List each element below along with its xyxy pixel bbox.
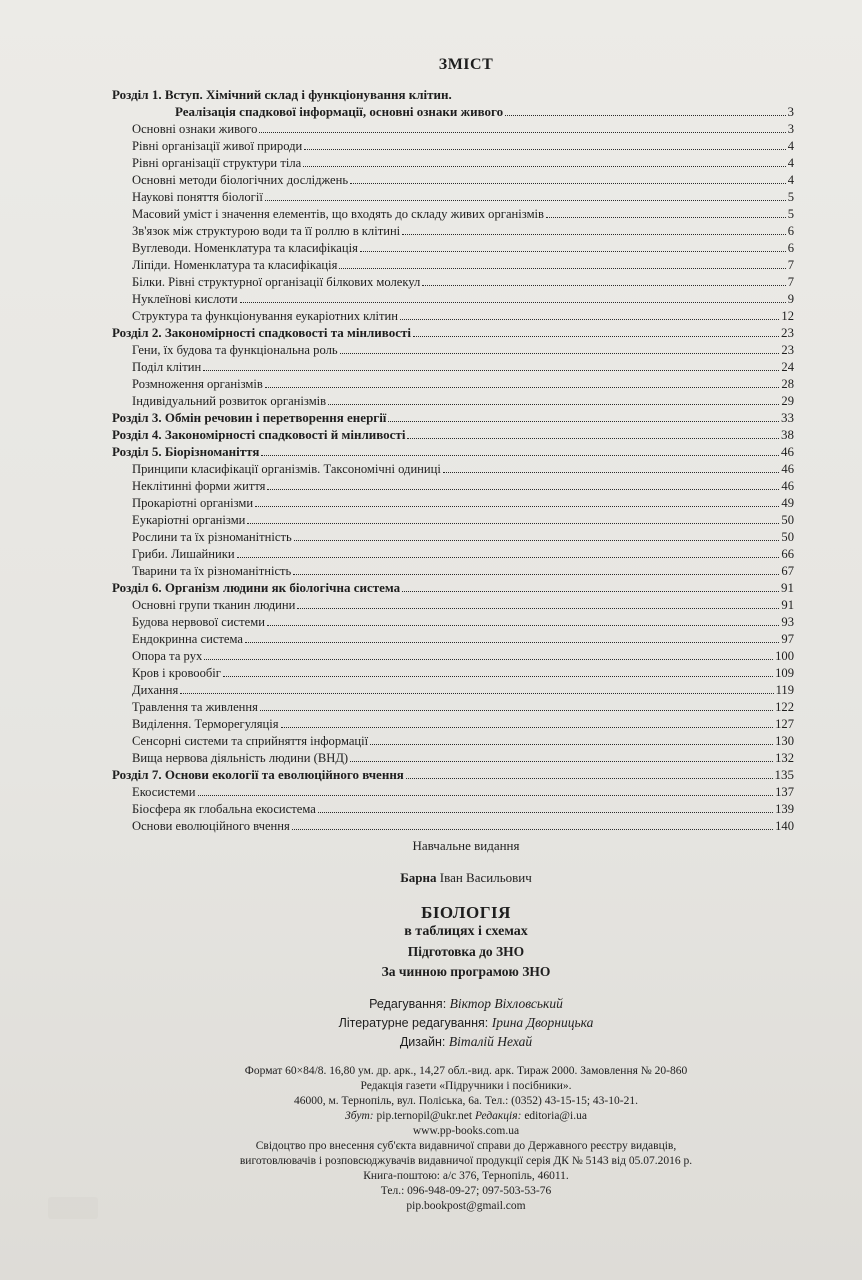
sales-email: pip.ternopil@ukr.net — [376, 1110, 473, 1122]
toc-entry — [132, 205, 794, 221]
toc-entry — [132, 732, 794, 748]
toc-section-entry — [112, 86, 794, 102]
author-given-name: Іван Васильович — [439, 870, 532, 885]
toc-entry — [132, 154, 794, 170]
toc-dot-leader — [422, 285, 785, 286]
toc-entry-title: Ендокринна система — [132, 632, 243, 646]
toc-entry-title: Масовий уміст і значення елементів, що входять до складу живих організмів — [132, 207, 544, 221]
certificate-line-1: Свідоцтво про внесення суб'єкта видавничої справи до Державного реєстру видавців, — [255, 1140, 677, 1152]
credit-lit-editing-name: Ірина Дворницька — [491, 1015, 594, 1030]
toc-entry-page: 46 — [781, 444, 794, 459]
toc-entry-page: 66 — [781, 547, 794, 561]
toc-dot-leader — [454, 98, 792, 99]
toc-entry — [132, 613, 794, 629]
toc-entry-page: 50 — [781, 530, 794, 544]
toc-dot-leader — [203, 370, 779, 371]
toc-entry — [132, 817, 794, 833]
redaction-line: Редакція газети «Підручники і посібники». — [360, 1080, 572, 1092]
toc-entry-title: Розділ 4. Закономірності спадковості й мінливості — [112, 427, 406, 442]
toc-entry — [132, 460, 794, 476]
toc-entry-page: 50 — [781, 513, 794, 527]
toc-section-entry — [112, 324, 794, 340]
toc-entry — [132, 562, 794, 578]
format-line: Формат 60×84/8. 16,80 ум. др. арк., 14,27 обл.-вид. арк. Тираж 2000. Замовлення № 20-860 — [244, 1065, 688, 1077]
toc-dot-leader — [303, 166, 786, 167]
toc-entry-title: Гриби. Лишайники — [132, 547, 235, 561]
toc-entry — [132, 137, 794, 153]
toc-entry — [132, 222, 794, 238]
toc-dot-leader — [223, 676, 773, 677]
toc-entry-page: 135 — [774, 767, 794, 782]
toc-entry — [132, 477, 794, 493]
toc-dot-leader — [198, 795, 774, 796]
toc-entry-page: 38 — [781, 427, 794, 442]
toc-entry-title: Травлення та живлення — [132, 700, 258, 714]
toc-dot-leader — [350, 761, 773, 762]
toc-dot-leader — [265, 387, 780, 388]
toc-entry-page: 140 — [775, 819, 794, 833]
toc-entry-title: Сенсорні системи та сприйняття інформації — [132, 734, 369, 748]
toc-dot-leader — [261, 455, 779, 456]
toc-dot-leader — [505, 115, 785, 116]
toc-entry-title: Еукаріотні організми — [132, 513, 246, 527]
toc-dot-leader — [370, 744, 773, 745]
toc-entry — [132, 239, 794, 255]
toc-dot-leader — [259, 132, 785, 133]
phones-line: Тел.: 096-948-09-27; 097-503-53-76 — [380, 1185, 552, 1197]
toc-dot-leader — [297, 608, 779, 609]
toc-entry-page: 67 — [781, 564, 794, 578]
toc-dot-leader — [350, 183, 786, 184]
toc-entry-page: 4 — [787, 173, 794, 187]
toc-entry — [132, 256, 794, 272]
toc-entry — [132, 800, 794, 816]
toc-dot-leader — [204, 659, 773, 660]
toc-entry-title: Розділ 7. Основи екології та еволюційного вчення — [112, 767, 404, 782]
toc-entry — [132, 749, 794, 765]
toc-entry-title: Основні групи тканин людини — [132, 598, 296, 612]
toc-dot-leader — [265, 200, 786, 201]
toc-entry-title: Неклітинні форми життя — [132, 479, 266, 493]
toc-entry — [132, 290, 794, 306]
toc-entry-title: Тварини та їх різноманітність — [132, 564, 292, 578]
toc-entry-title: Ліпіди. Номенклатура та класифікація — [132, 258, 338, 272]
toc-entry-page: 23 — [781, 325, 794, 340]
toc-entry — [132, 715, 794, 731]
toc-entry-page: 6 — [787, 224, 794, 238]
toc-entry — [132, 392, 794, 408]
credit-editing — [0, 996, 862, 1012]
toc-dot-leader — [180, 693, 773, 694]
credit-design-label: Дизайн: — [399, 1035, 446, 1049]
toc-entry-page: 127 — [775, 717, 794, 731]
certificate-line-2: виготовлювачів і розповсюджувачів видавничої продукції серія ДК № 5143 від 05.07.2016 р. — [239, 1155, 693, 1167]
toc-entry — [132, 647, 794, 663]
toc-entry-title: Основні ознаки живого — [132, 122, 258, 136]
credit-design-name: Віталій Нехай — [448, 1034, 533, 1049]
toc-entry — [132, 120, 794, 136]
toc-dot-leader — [340, 353, 780, 354]
toc-dot-leader — [360, 251, 786, 252]
toc-entry — [132, 171, 794, 187]
credit-editing-label: Редагування: — [369, 997, 447, 1011]
book-prep-line: Підготовка до ЗНО — [407, 944, 525, 959]
toc-entry — [132, 494, 794, 510]
toc-dot-leader — [413, 336, 779, 337]
toc-entry-title: Розмноження організмів — [132, 377, 263, 391]
toc-entry-title: Наукові поняття біології — [132, 190, 263, 204]
toc-entry-page: 46 — [781, 479, 794, 493]
toc-entry-page: 6 — [787, 241, 794, 255]
toc-entry-page: 4 — [787, 139, 794, 153]
editorial-label: Редакція: — [474, 1110, 522, 1122]
toc-entry — [132, 630, 794, 646]
website-line: www.pp-books.com.ua — [412, 1125, 520, 1137]
toc-entry-title: Гени, їх будова та функціональна роль — [132, 343, 338, 357]
toc-dot-leader — [247, 523, 779, 524]
toc-entry-title: Рослини та їх різноманітність — [132, 530, 292, 544]
toc-entry-title: Розділ 2. Закономірності спадковості та мінливості — [112, 325, 411, 340]
toc-entry-title: Екосистеми — [132, 785, 196, 799]
toc-entry-page: 109 — [775, 666, 794, 680]
toc-entry-page: 137 — [775, 785, 794, 799]
sales-label: Збут: — [345, 1110, 374, 1122]
emails-line — [0, 1109, 862, 1124]
toc-entry-title: Зв'язок між структурою води та її роллю в клітині — [132, 224, 401, 238]
toc-entry-page: 3 — [787, 122, 794, 136]
toc-dot-leader — [402, 591, 779, 592]
toc-dot-leader — [267, 625, 779, 626]
toc-entry-title: Реалізація спадкової інформації, основні ознаки живого — [175, 104, 504, 119]
toc-entry-page: 24 — [781, 360, 794, 374]
toc-dot-leader — [281, 727, 774, 728]
toc-entry — [132, 307, 794, 323]
toc-entry-title: Кров і кровообіг — [132, 666, 221, 680]
toc-entry — [132, 783, 794, 799]
toc-dot-leader — [400, 319, 779, 320]
toc-entry-page: 12 — [781, 309, 794, 323]
toc-entry — [132, 528, 794, 544]
book-program-line: За чинною програмою ЗНО — [381, 964, 551, 979]
mail-order-line: Книга-поштою: а/с 376, Тернопіль, 46011. — [363, 1170, 569, 1182]
toc-entry-page: 3 — [787, 104, 794, 119]
toc-entry-page: 93 — [781, 615, 794, 629]
toc-entry-title: Структура та функціонування еукаріотних клітин — [132, 309, 399, 323]
toc-section-entry — [112, 766, 794, 782]
toc-dot-leader — [407, 438, 779, 439]
toc-entry-page: 5 — [787, 207, 794, 221]
toc-dot-leader — [304, 149, 785, 150]
toc-section-entry — [175, 103, 794, 119]
toc-entry — [132, 664, 794, 680]
toc-entry-page: 119 — [775, 683, 794, 697]
toc-entry-page: 7 — [787, 275, 794, 289]
toc-entry-page: 91 — [781, 580, 794, 595]
toc-entry-title: Розділ 5. Біорізноманіття — [112, 444, 260, 459]
toc-dot-leader — [406, 778, 773, 779]
toc-entry-page: 91 — [781, 598, 794, 612]
toc-entry — [132, 358, 794, 374]
toc-section-entry — [112, 426, 794, 442]
toc-entry-page: 49 — [781, 496, 794, 510]
address-line: 46000, м. Тернопіль, вул. Поліська, 6а. Тел.: (0352) 43-15-15; 43-10-21. — [294, 1095, 638, 1107]
toc-dot-leader — [237, 557, 780, 558]
toc-dot-leader — [318, 812, 773, 813]
toc-entry-title: Виділення. Терморегуляція — [132, 717, 279, 731]
toc-entry-page: 5 — [787, 190, 794, 204]
toc-entry-page: 122 — [775, 700, 794, 714]
toc-entry-title: Будова нервової системи — [132, 615, 265, 629]
credit-editing-name: Віктор Віхловський — [449, 996, 563, 1011]
toc-entry — [132, 545, 794, 561]
toc-entry-title: Біосфера як глобальна екосистема — [132, 802, 316, 816]
toc-dot-leader — [255, 506, 779, 507]
credit-lit-editing-label: Літературне редагування: — [338, 1016, 489, 1030]
toc-entry-title: Рівні організації живої природи — [132, 139, 303, 153]
toc-entry-page: 4 — [787, 156, 794, 170]
toc-entry-title: Нуклеїнові кислоти — [132, 292, 238, 306]
toc-entry — [132, 188, 794, 204]
toc-entry — [132, 681, 794, 697]
toc-entry-title: Розділ 1. Вступ. Хімічний склад і функціонування клітин. — [112, 87, 452, 102]
toc-dot-leader — [339, 268, 785, 269]
toc-entry — [132, 375, 794, 391]
book-title: БІОЛОГІЯ — [421, 903, 511, 922]
toc-dot-leader — [240, 302, 786, 303]
page-smudge — [48, 1197, 98, 1219]
toc-dot-leader — [388, 421, 779, 422]
toc-entry-title: Дихання — [132, 683, 179, 697]
toc-entry — [132, 273, 794, 289]
toc-dot-leader — [546, 217, 786, 218]
toc-dot-leader — [245, 642, 779, 643]
book-email-line: pip.bookpost@gmail.com — [406, 1200, 526, 1212]
toc-entry — [132, 511, 794, 527]
toc-entry — [132, 698, 794, 714]
toc-entry-page: 9 — [787, 292, 794, 306]
toc-dot-leader — [267, 489, 779, 490]
toc-title: ЗМІСТ — [438, 56, 494, 73]
toc-entry-title: Основні методи біологічних досліджень — [132, 173, 349, 187]
toc-dot-leader — [293, 574, 779, 575]
toc-entry-page: 100 — [775, 649, 794, 663]
toc-entry-page: 7 — [787, 258, 794, 272]
toc-entry — [132, 341, 794, 357]
toc-entry-page: 97 — [781, 632, 794, 646]
toc-entry-title: Індивідуальний розвиток організмів — [132, 394, 327, 408]
toc-entry-title: Вуглеводи. Номенклатура та класифікація — [132, 241, 358, 255]
toc-entry-page: 46 — [781, 462, 794, 476]
toc-entry-title: Поділ клітин — [132, 360, 202, 374]
author-line — [0, 870, 862, 886]
toc-dot-leader — [292, 829, 773, 830]
credit-design — [0, 1034, 862, 1050]
toc-entry-title: Опора та рух — [132, 649, 203, 663]
toc-entry-title: Розділ 6. Організм людини як біологічна система — [112, 580, 401, 595]
toc-dot-leader — [294, 540, 780, 541]
toc-entry-page: 130 — [775, 734, 794, 748]
toc-dot-leader — [402, 234, 786, 235]
toc-entry-title: Принципи класифікації організмів. Таксономічні одиниці — [132, 462, 441, 476]
toc-dot-leader — [260, 710, 773, 711]
toc-section-entry — [112, 443, 794, 459]
toc-entry-page: 33 — [781, 410, 794, 425]
toc-section-entry — [112, 409, 794, 425]
toc-entry-page: 28 — [781, 377, 794, 391]
toc-entry-page: 29 — [781, 394, 794, 408]
toc-entry-title: Основи еволюційного вчення — [132, 819, 290, 833]
toc-entry-title: Вища нервова діяльність людини (ВНД) — [132, 751, 349, 765]
toc-section-entry — [112, 579, 794, 595]
author-surname: Барна — [400, 870, 437, 885]
toc-entry-title: Рівні організації структури тіла — [132, 156, 302, 170]
toc-entry-title: Білки. Рівні структурної організації білкових молекул — [132, 275, 421, 289]
toc-entry-page: 23 — [781, 343, 794, 357]
toc-dot-leader — [443, 472, 780, 473]
toc-entry-title: Розділ 3. Обмін речовин і перетворення енергії — [112, 410, 387, 425]
credit-lit-editing — [0, 1015, 862, 1031]
toc-entry-page: 132 — [775, 751, 794, 765]
toc-entry — [132, 596, 794, 612]
toc-dot-leader — [328, 404, 779, 405]
toc-entry-page: 139 — [775, 802, 794, 816]
book-subtitle: в таблицях і схемах — [404, 924, 528, 939]
editorial-email: editoria@i.ua — [524, 1110, 587, 1122]
toc-entry-title: Прокаріотні організми — [132, 496, 254, 510]
edition-type: Навчальне видання — [412, 838, 520, 853]
